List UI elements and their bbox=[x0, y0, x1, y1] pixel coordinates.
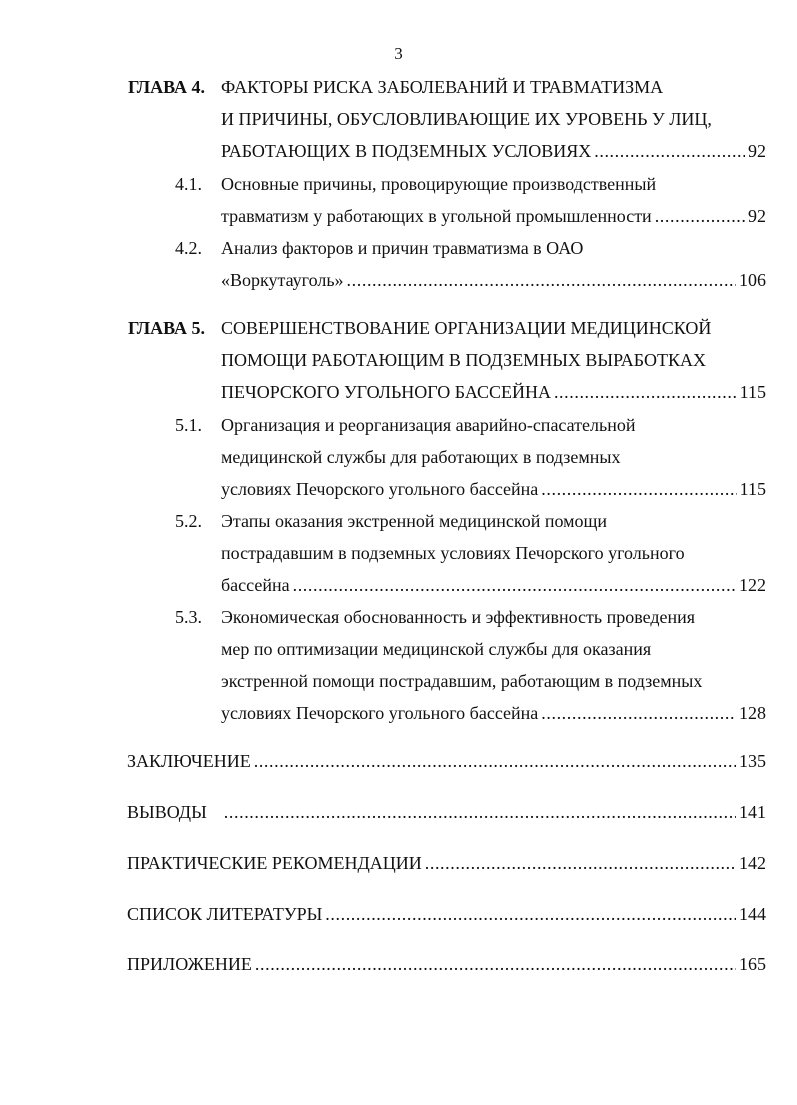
section-5-3-line3: экстренной помощи пострадавшим, работающим в подземных bbox=[221, 671, 703, 691]
entry-title: ЗАКЛЮЧЕНИЕ bbox=[127, 751, 251, 771]
chapter4-page: 92 bbox=[748, 141, 766, 161]
section-4-2-line1: Анализ факторов и причин травматизма в ОАО bbox=[221, 238, 584, 258]
section-5-3-line4: условиях Печорского угольного бассейна bbox=[221, 703, 539, 723]
dot-leader bbox=[541, 700, 736, 726]
dot-leader bbox=[293, 572, 736, 598]
dot-leader bbox=[554, 379, 737, 405]
chapter5-title-line2: ПОМОЩИ РАБОТАЮЩИМ В ПОДЗЕМНЫХ ВЫРАБОТКАХ bbox=[221, 350, 707, 370]
section-5-1-entry[interactable] bbox=[221, 476, 766, 502]
chapter4-label: ГЛАВА 4. bbox=[128, 77, 206, 97]
dot-leader bbox=[541, 476, 736, 502]
dot-leader bbox=[594, 138, 745, 164]
section-5-3-line1: Экономическая обоснованность и эффективность проведения bbox=[221, 607, 696, 627]
section-5-2-page: 122 bbox=[739, 575, 766, 595]
section-5-2-line2: пострадавшим в подземных условиях Печорского угольного bbox=[221, 543, 685, 563]
section-4-1-entry[interactable] bbox=[221, 203, 766, 229]
section-4-2-line2: «Воркутауголь» bbox=[221, 270, 344, 290]
toc-entry-bibliography[interactable] bbox=[127, 901, 766, 927]
dot-leader bbox=[224, 799, 736, 825]
section-5-1-line2: медицинской службы для работающих в подземных bbox=[221, 447, 621, 467]
section-4-1-page: 92 bbox=[748, 206, 766, 226]
chapter4-title-line2: И ПРИЧИНЫ, ОБУСЛОВЛИВАЮЩИЕ ИХ УРОВЕНЬ У ЛИЦ, bbox=[221, 109, 712, 129]
dot-leader bbox=[325, 901, 736, 927]
dot-leader bbox=[655, 203, 745, 229]
entry-page: 135 bbox=[739, 751, 766, 771]
section-4-2-entry[interactable] bbox=[221, 267, 766, 293]
section-4-2-page: 106 bbox=[739, 270, 766, 290]
section-4-1-line2: травматизм у работающих в угольной промышленности bbox=[221, 206, 652, 226]
toc-entry-recommendations[interactable] bbox=[127, 850, 766, 876]
section-5-1-line1: Организация и реорганизация аварийно-спасательной bbox=[221, 415, 636, 435]
section-5-1-number: 5.1. bbox=[175, 415, 202, 435]
entry-title: ПРАКТИЧЕСКИЕ РЕКОМЕНДАЦИИ bbox=[127, 853, 422, 873]
section-5-3-page: 128 bbox=[739, 703, 766, 723]
chapter5-title-line3: ПЕЧОРСКОГО УГОЛЬНОГО БАССЕЙНА bbox=[221, 382, 551, 402]
dot-leader bbox=[425, 850, 736, 876]
chapter4-title-line3: РАБОТАЮЩИХ В ПОДЗЕМНЫХ УСЛОВИЯХ bbox=[221, 141, 592, 161]
section-4-2-number: 4.2. bbox=[175, 238, 202, 258]
section-5-3-line2: мер по оптимизации медицинской службы для оказания bbox=[221, 639, 652, 659]
entry-page: 165 bbox=[739, 954, 766, 974]
chapter4-entry[interactable] bbox=[221, 138, 766, 164]
entry-page: 141 bbox=[739, 802, 766, 822]
toc-entry-findings[interactable] bbox=[127, 799, 766, 825]
section-4-1-number: 4.1. bbox=[175, 174, 202, 194]
dot-leader bbox=[255, 951, 736, 977]
entry-page: 142 bbox=[739, 853, 766, 873]
chapter5-page: 115 bbox=[739, 382, 766, 402]
chapter5-entry[interactable] bbox=[221, 379, 766, 405]
section-5-1-line3: условиях Печорского угольного бассейна bbox=[221, 479, 539, 499]
toc-entry-conclusion[interactable] bbox=[127, 748, 766, 774]
entry-title: ПРИЛОЖЕНИЕ bbox=[127, 954, 252, 974]
section-5-2-number: 5.2. bbox=[175, 511, 202, 531]
section-5-2-entry[interactable] bbox=[221, 572, 766, 598]
dot-leader bbox=[254, 748, 736, 774]
section-5-2-line3: бассейна bbox=[221, 575, 290, 595]
entry-title: СПИСОК ЛИТЕРАТУРЫ bbox=[127, 904, 323, 924]
section-5-2-line1: Этапы оказания экстренной медицинской помощи bbox=[221, 511, 607, 531]
toc-entry-appendix[interactable] bbox=[127, 951, 766, 977]
chapter4-title-line1: ФАКТОРЫ РИСКА ЗАБОЛЕВАНИЙ И ТРАВМАТИЗМА bbox=[221, 77, 664, 97]
page-number: 3 bbox=[394, 44, 403, 63]
chapter5-label: ГЛАВА 5. bbox=[128, 318, 206, 338]
entry-page: 144 bbox=[739, 904, 766, 924]
section-5-3-number: 5.3. bbox=[175, 607, 202, 627]
entry-title: ВЫВОДЫ bbox=[127, 802, 207, 822]
section-5-3-entry[interactable] bbox=[221, 700, 766, 726]
section-4-1-line1: Основные причины, провоцирующие производственный bbox=[221, 174, 657, 194]
dot-leader bbox=[347, 267, 736, 293]
chapter5-title-line1: СОВЕРШЕНСТВОВАНИЕ ОРГАНИЗАЦИИ МЕДИЦИНСКОЙ bbox=[221, 318, 712, 338]
section-5-1-page: 115 bbox=[739, 479, 766, 499]
